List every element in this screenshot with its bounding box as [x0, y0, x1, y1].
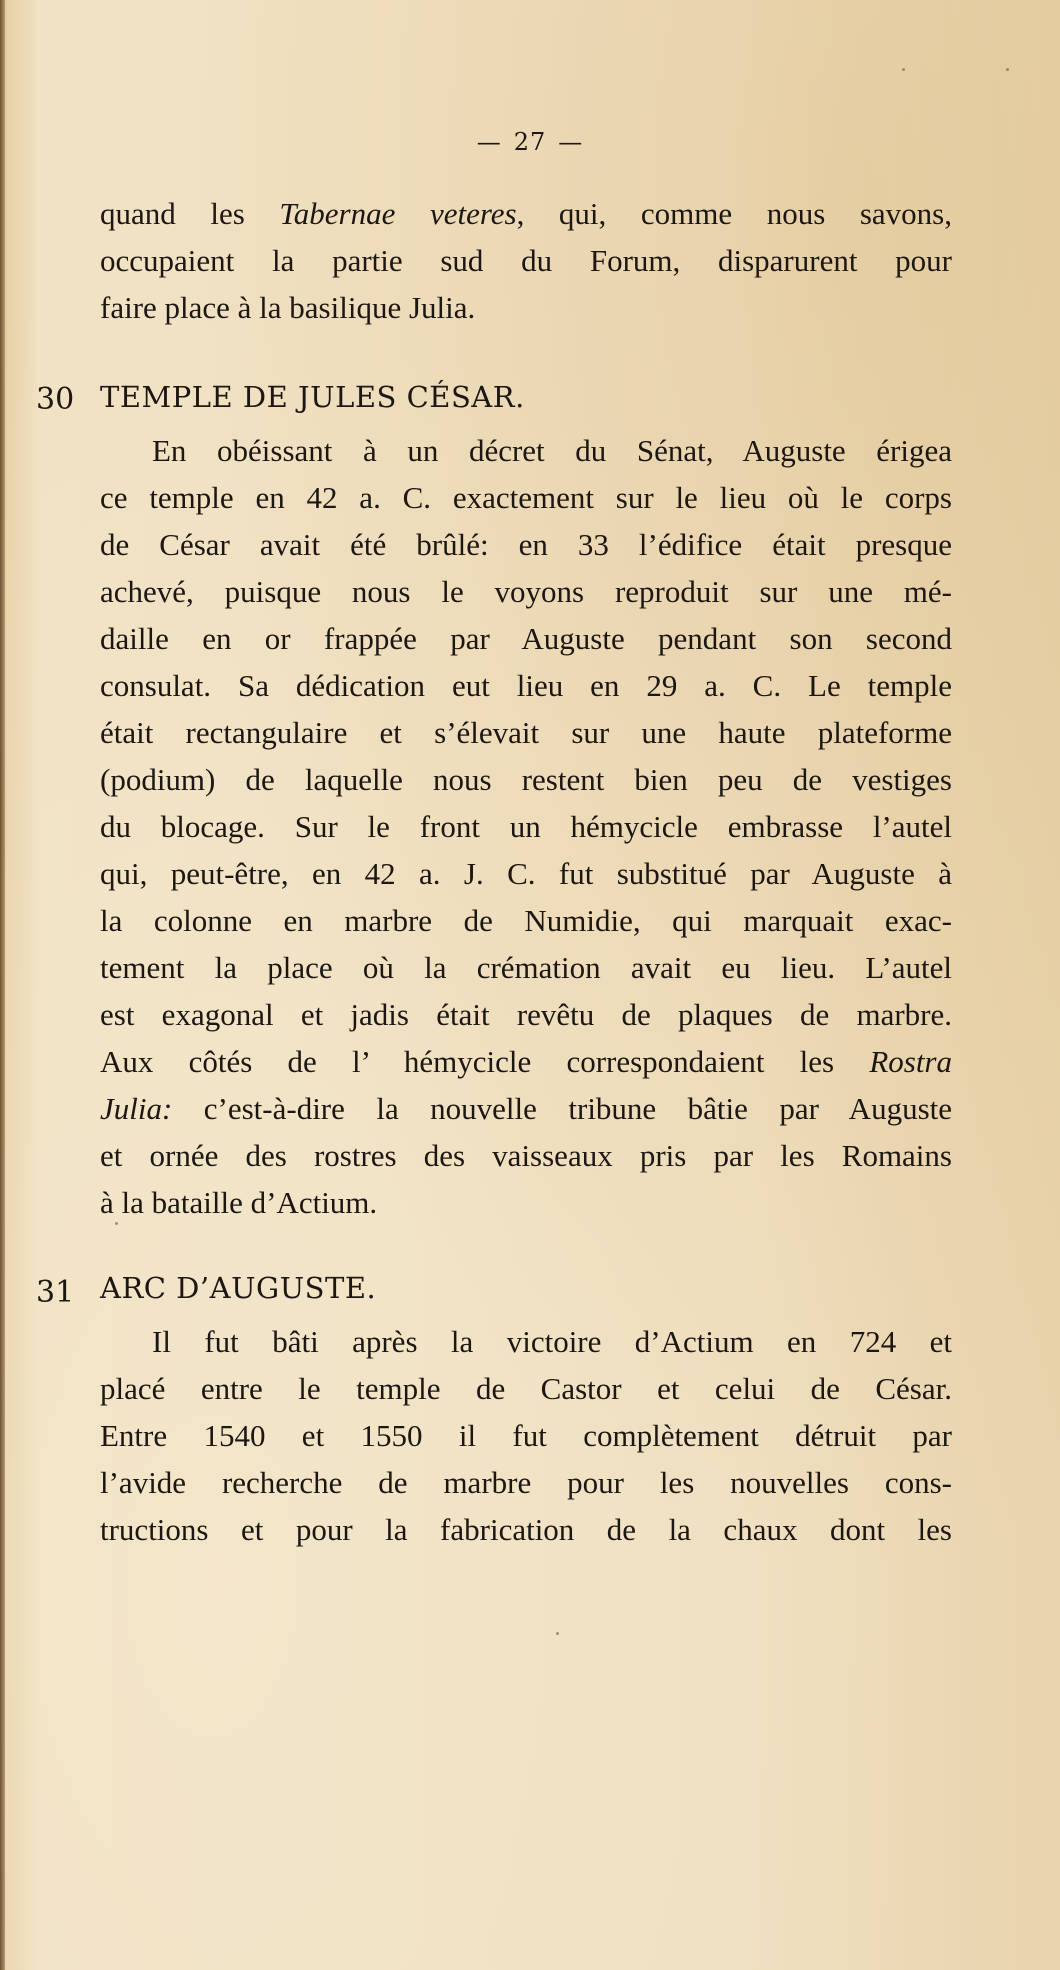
- paragraph-line: et ornée des rostres des vaisseaux pris par les Romains: [100, 1138, 952, 1173]
- paragraph-line: consulat. Sa dédication eut lieu en 29 a. C. Le temple: [100, 668, 952, 703]
- paragraph-line: quand les Tabernae veteres, qui, comme nous savons,: [100, 196, 952, 231]
- section-heading: ARC D’AUGUSTE.: [100, 1271, 377, 1305]
- paper-speck: [902, 68, 905, 71]
- paragraph-line: de César avait été brûlé: en 33 l’édifice était presque: [100, 527, 952, 562]
- section-heading: TEMPLE DE JULES CÉSAR.: [100, 380, 525, 414]
- paragraph-line: faire place à la basilique Julia.: [100, 290, 476, 325]
- paragraph-line: (podium) de laquelle nous restent bien peu de vestiges: [100, 762, 952, 797]
- paragraph-line: placé entre le temple de Castor et celui de César.: [100, 1371, 952, 1406]
- paragraph-line: la colonne en marbre de Numidie, qui marquait exac-: [100, 903, 952, 938]
- paragraph-line: tement la place où la crémation avait eu lieu. L’autel: [100, 950, 952, 985]
- paper-speck: [1006, 68, 1009, 71]
- paragraph-line: Aux côtés de l’ hémycicle correspondaient les Rostra: [100, 1044, 952, 1079]
- italic-term: Tabernae veteres: [279, 196, 517, 231]
- paragraph-line: était rectangulaire et s’élevait sur une haute plateforme: [100, 715, 952, 750]
- italic-term: Julia:: [100, 1091, 173, 1126]
- page-number-value: 27: [513, 128, 547, 156]
- paragraph-line: ce temple en 42 a. C. exactement sur le lieu où le corps: [100, 480, 952, 515]
- paragraph-line: est exagonal et jadis était revêtu de plaques de marbre.: [100, 997, 952, 1032]
- paragraph-line: occupaient la partie sud du Forum, disparurent pour: [100, 243, 952, 278]
- paragraph-line: l’avide recherche de marbre pour les nouvelles cons-: [100, 1465, 952, 1500]
- paragraph-line: qui, peut-être, en 42 a. J. C. fut substitué par Auguste à: [100, 856, 952, 891]
- paragraph-line: daille en or frappée par Auguste pendant son second: [100, 621, 952, 656]
- paper-speck: [115, 1222, 118, 1225]
- paper-speck: [556, 1632, 559, 1635]
- italic-term: Rostra: [869, 1044, 952, 1079]
- paragraph-line: du blocage. Sur le front un hémycicle embrasse l’autel: [100, 809, 952, 844]
- page-edge-shadow: [0, 0, 5, 1970]
- paragraph-line: Il fut bâti après la victoire d’Actium en 724 et: [152, 1324, 952, 1359]
- margin-number: 30: [36, 382, 75, 417]
- page-number: [0, 128, 1060, 156]
- section-paragraph: [100, 1318, 952, 1553]
- folio-dash-left: —: [476, 128, 502, 156]
- paragraph-line: à la bataille d’Actium.: [100, 1185, 378, 1220]
- paragraph-line: Entre 1540 et 1550 il fut complètement détruit par: [100, 1418, 952, 1453]
- paragraph-line: achevé, puisque nous le voyons reproduit sur une mé-: [100, 574, 952, 609]
- folio-dash-right: —: [558, 128, 584, 156]
- paragraph-line: tructions et pour la fabrication de la chaux dont les: [100, 1512, 952, 1547]
- intro-paragraph: [100, 190, 952, 331]
- section-paragraph: [100, 427, 952, 1226]
- paragraph-line: Julia: c’est-à-dire la nouvelle tribune bâtie par Auguste: [100, 1091, 952, 1126]
- margin-number: 31: [36, 1275, 75, 1310]
- paragraph-line: En obéissant à un décret du Sénat, Auguste érigea: [152, 433, 952, 468]
